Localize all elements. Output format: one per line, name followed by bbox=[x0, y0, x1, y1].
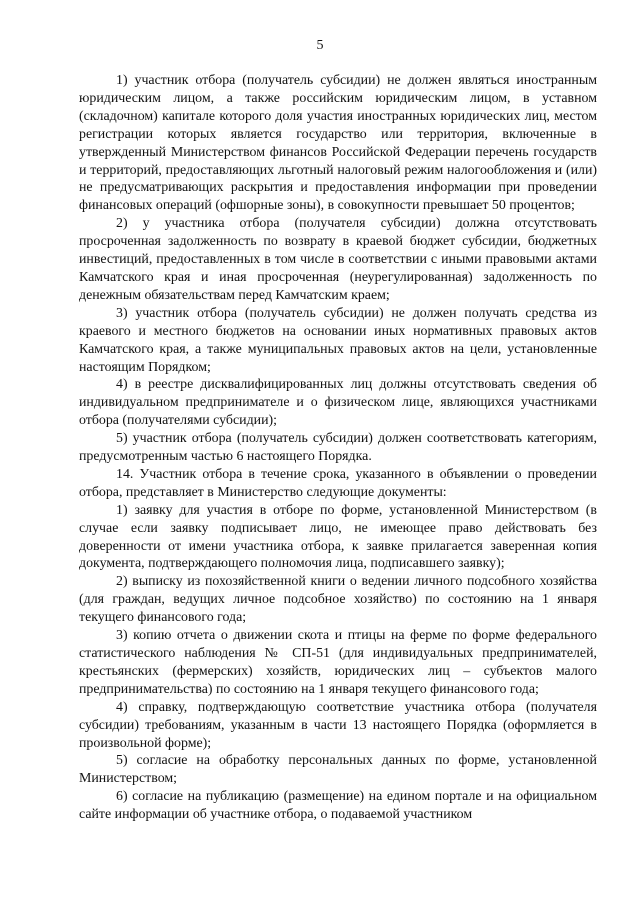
paragraph-7: 1) заявку для участия в отборе по форме, установленной Министерством (в случае если заявку подписывает лицо, не имеющее право действовать без доверенности от имени участника отбора, к заявке прилагается заверенная копия документа, подтверждающего полномочия лица, подписавшего заявку); bbox=[79, 502, 597, 572]
paragraph-5: 5) участник отбора (получатель субсидии) должен соответствовать категориям, предусмотренным частью 6 настоящего Порядка. bbox=[79, 431, 597, 465]
paragraph-11: 5) согласие на обработку персональных данных по форме, установленной Министерством; bbox=[79, 753, 597, 787]
paragraph-8: 2) выписку из похозяйственной книги о ведении личного подсобного хозяйства (для граждан, ведущих личное подсобное хозяйство) по состоянию на 1 января текущего финансового года; bbox=[79, 574, 597, 626]
paragraph-1: 1) участник отбора (получатель субсидии) не должен являться иностранным юридическим лицом, а также российским юридическим лицом, в уставном (складочном) капитале которого доля участия иностранных юридических лиц, местом регистрации которых является государство или территория, включенные в утвержденный Министерством финансов Российской Федерации перечень государств и территорий, предоставляющих льготный налоговый режим налогообложения и (или) не предусматривающих раскрытия и предоставления информации при проведении финансовых операций (офшорные зоны), в совокупности превышает 50 процентов; bbox=[79, 73, 597, 214]
paragraph-9: 3) копию отчета о движении скота и птицы на ферме по форме федерального статистического наблюдения № СП-51 (для индивидуальных предпринимателей, крестьянских (фермерских) хозяйств, юридических лиц – субъектов малого предпринимательства) по состоянию на 1 января текущего финансового года; bbox=[79, 628, 597, 697]
paragraph-2: 2) у участника отбора (получателя субсидии) должна отсутствовать просроченная задолженность по возврату в краевой бюджет субсидии, бюджетных инвестиций, предоставленных в том числе в соответствии с иными правовыми актами Камчатского края и иная просроченная (неурегулированная) задолженность по денежным обязательствам перед Камчатским краем; bbox=[79, 216, 597, 303]
paragraph-6: 14. Участник отбора в течение срока, указанного в объявлении о проведении отбора, представляет в Министерство следующие документы: bbox=[79, 466, 597, 500]
paragraph-4: 4) в реестре дисквалифицированных лиц должны отсутствовать сведения об индивидуальном предпринимателе и о физическом лице, являющихся участниками отбора (получателями субсидии); bbox=[79, 377, 597, 429]
paragraph-12: 6) согласие на публикацию (размещение) на едином портале и на официальном сайте информации об участнике отбора, о подаваемой участником bbox=[79, 789, 597, 823]
document-body bbox=[79, 72, 597, 824]
paragraph-3: 3) участник отбора (получатель субсидии) не должен получать средства из краевого и местного бюджетов на основании иных нормативных правовых актов Камчатского края, а также муниципальных правовых актов на цели, установленные настоящим Порядком; bbox=[79, 305, 597, 375]
page-number: 5 bbox=[316, 38, 324, 53]
paragraph-10: 4) справку, подтверждающую соответствие участника отбора (получателя субсидии) требованиям, указанным в части 13 настоящего Порядка (оформляется в произвольной форме); bbox=[79, 699, 597, 751]
